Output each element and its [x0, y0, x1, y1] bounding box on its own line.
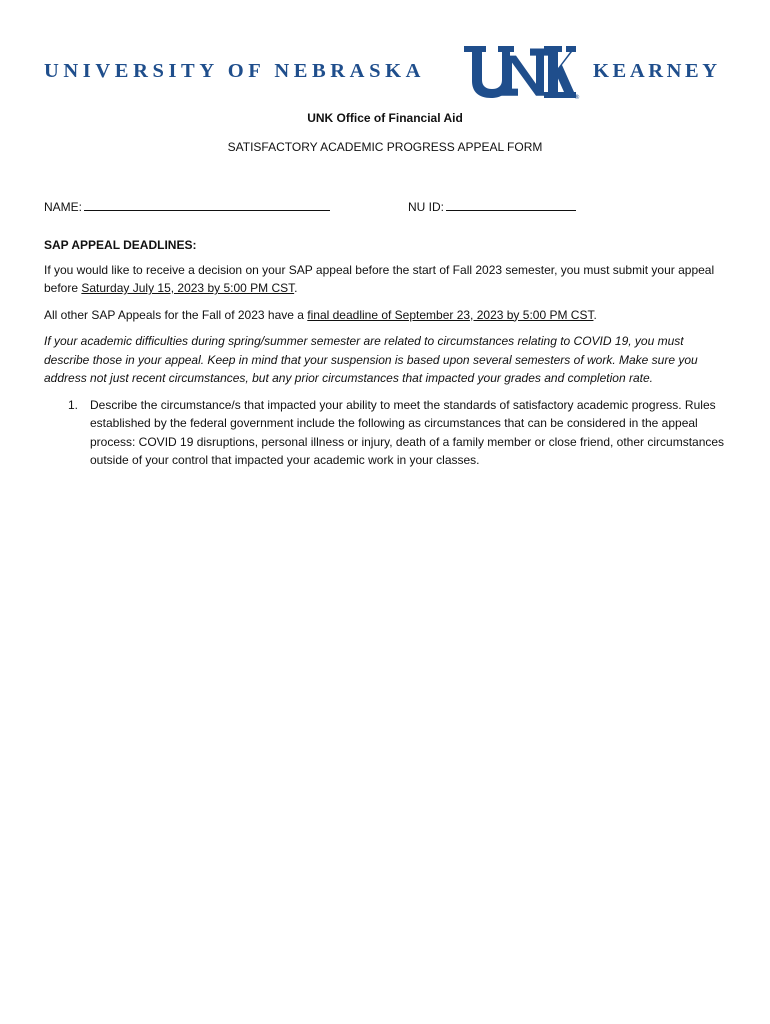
deadline-2-period: . [593, 307, 597, 322]
deadline-1-period: . [294, 281, 298, 295]
form-title: SATISFACTORY ACADEMIC PROGRESS APPEAL FORM [227, 140, 543, 154]
nuid-blank-line[interactable] [446, 198, 576, 211]
university-name: UNIVERSITY OF NEBRASKA [44, 60, 426, 82]
name-label: NAME: [44, 200, 83, 214]
deadlines-heading: SAP APPEAL DEADLINES: [44, 238, 197, 252]
name-blank-line[interactable] [84, 198, 330, 211]
form-body [44, 236, 728, 470]
list-item [44, 396, 728, 470]
kearney-name: KEARNEY [593, 60, 721, 82]
name-field [44, 198, 330, 214]
office-title: UNK Office of Financial Aid [307, 111, 463, 125]
university-header [44, 44, 728, 100]
list-item-text: Describe the circumstance/s that impacted your ability to meet the standards of satisfactory academic progress. Rules established by the federal government include the following as circumstances that can be considered in the appeal process: COVID 19 disruptions, personal illness or injury, death of a family member or close friend, other circumstances outside of your control that impacted your academic work in your classes. [90, 397, 725, 467]
deadline-1-date: Saturday July 15, 2023 by 5:00 PM CST [81, 281, 295, 295]
list-item-number: 1. [68, 397, 79, 412]
nuid-field [408, 198, 576, 214]
deadline-paragraph-1 [44, 261, 728, 298]
nuid-label: NU ID: [408, 200, 444, 214]
unk-logo [462, 44, 582, 100]
deadline-2-date: final deadline of September 23, 2023 by 5:00 PM CST [307, 307, 594, 322]
registered-mark: ® [574, 94, 580, 100]
deadline-2-text: All other SAP Appeals for the Fall of 2023 have a [44, 307, 308, 322]
covid-note: If your academic difficulties during spring/summer semester are related to circumstances relating to COVID 19, you must describe those in your appeal. Keep in mind that your suspension is based upon several semesters of work. Make sure you address not just recent circumstances, but any prior circumstances that impacted your grades and completion rate. [44, 334, 698, 385]
deadline-paragraph-2 [44, 306, 728, 325]
deadline-1-text: If you would like to receive a decision on your SAP appeal before the start of Fall 2023 semester, you must submit your appeal before [44, 262, 715, 295]
